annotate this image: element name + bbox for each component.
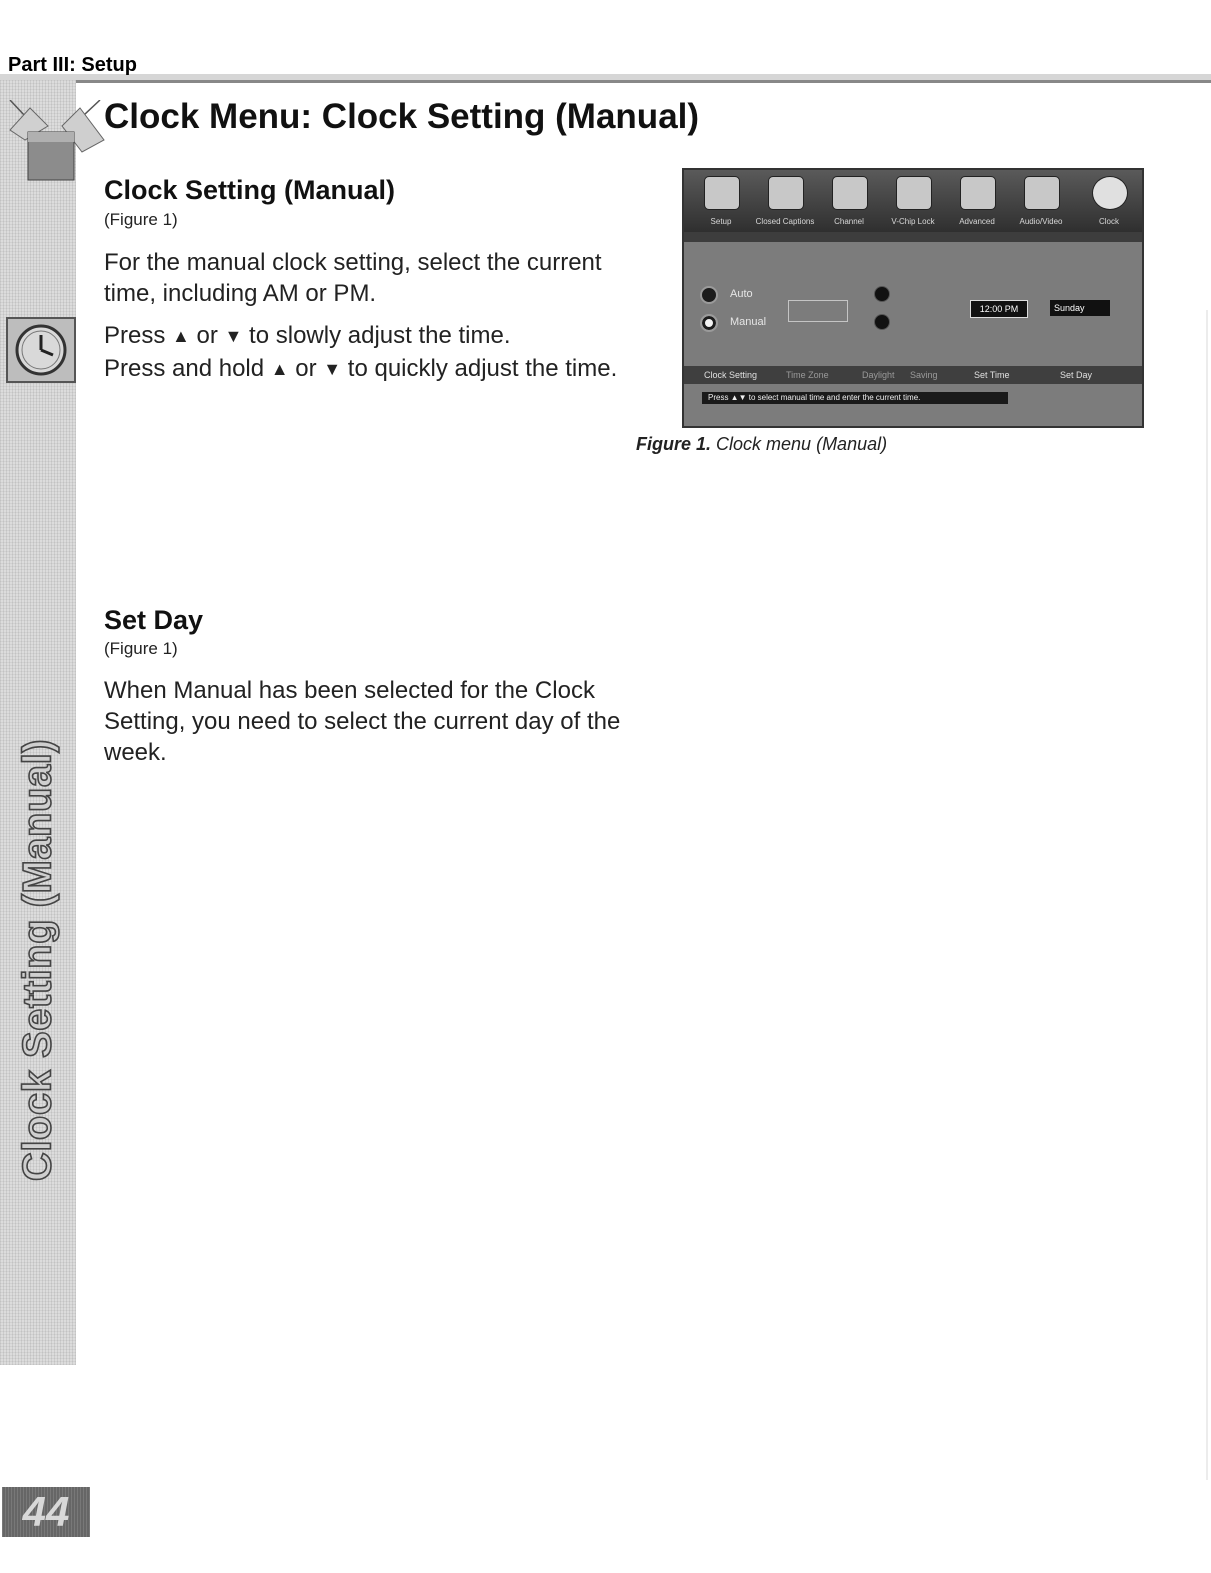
closed-captions-icon	[768, 176, 804, 210]
bottom-menu-item: Saving	[910, 370, 938, 380]
bottom-menu-item: Time Zone	[786, 370, 829, 380]
bottom-menu-item: Clock Setting	[704, 370, 758, 380]
figure-caption-label: Figure 1.	[636, 434, 712, 454]
down-knob	[874, 314, 890, 330]
clock-menu-icon	[1092, 176, 1128, 210]
section-title-set-day: Set Day	[104, 605, 204, 635]
figure-caption-text: Clock menu (Manual)	[716, 434, 888, 454]
up-arrow-icon: ▲	[270, 359, 289, 379]
text-or: or	[196, 322, 218, 349]
down-arrow-icon: ▼	[224, 326, 243, 346]
help-text-bar: Press ▲▼ to select manual time and enter the current time.	[702, 392, 1008, 404]
radio-auto	[700, 286, 718, 304]
text-slow-adjust: to slowly adjust the time.	[249, 322, 511, 349]
figure-caption	[636, 434, 887, 455]
radio-manual	[700, 314, 718, 332]
icon-label: Setup	[710, 217, 732, 226]
time-input-box	[788, 300, 848, 322]
text-press: Press	[104, 322, 166, 349]
bottom-menu-bar	[684, 366, 1142, 384]
bottom-menu-item: Set Day	[1060, 370, 1093, 380]
bottom-menu-item: Set Time	[974, 370, 1010, 380]
section-title-clock-setting: Clock Setting (Manual)	[104, 175, 396, 205]
icon-label: Advanced	[959, 217, 995, 226]
text-quick-adjust: to quickly adjust the time.	[347, 355, 618, 382]
advanced-icon	[960, 176, 996, 210]
clock-icon	[6, 317, 76, 383]
up-knob	[874, 286, 890, 302]
icon-label: Channel	[834, 217, 864, 226]
lock-icon	[896, 176, 932, 210]
icon-label: V-Chip Lock	[891, 217, 935, 226]
paragraph-adjust-time	[104, 320, 624, 386]
margin-line	[1206, 310, 1208, 1480]
clock-menu-screenshot	[682, 168, 1144, 428]
icon-label: Audio/Video	[1019, 217, 1063, 226]
side-tab	[0, 80, 76, 1365]
day-display: Sunday	[1050, 300, 1110, 316]
setup-icon	[704, 176, 740, 210]
figure-ref: (Figure 1)	[104, 210, 178, 229]
part-label: Part III: Setup	[8, 54, 137, 76]
channel-icon	[832, 176, 868, 210]
icon-label: Clock	[1098, 217, 1120, 226]
down-arrow-icon: ▼	[323, 359, 342, 379]
menu-icon-bar	[684, 170, 1142, 232]
time-display: 12:00 PM	[970, 300, 1028, 318]
side-tab-label: Clock Setting (Manual)	[15, 738, 60, 1182]
open-box-icon	[0, 100, 108, 192]
paragraph-set-day: When Manual has been selected for the Clock Setting, you need to select the current day of the week.	[104, 677, 621, 766]
part-header	[0, 50, 1211, 83]
icon-label: Closed Captions	[755, 217, 815, 226]
figure-ref: (Figure 1)	[104, 639, 178, 658]
up-arrow-icon: ▲	[172, 326, 190, 346]
text-or: or	[295, 355, 317, 382]
page-number: 44	[2, 1487, 90, 1537]
paragraph-manual-clock: For the manual clock setting, select the current time, including AM or PM.	[104, 249, 602, 307]
radio-label-manual: Manual	[730, 316, 767, 328]
audio-video-icon	[1024, 176, 1060, 210]
radio-label-auto: Auto	[730, 288, 753, 300]
bottom-menu-item: Daylight	[862, 370, 895, 380]
page-title: Clock Menu: Clock Setting (Manual)	[104, 97, 700, 136]
text-press-hold: Press and hold	[104, 355, 265, 382]
screen-divider	[684, 232, 1142, 242]
